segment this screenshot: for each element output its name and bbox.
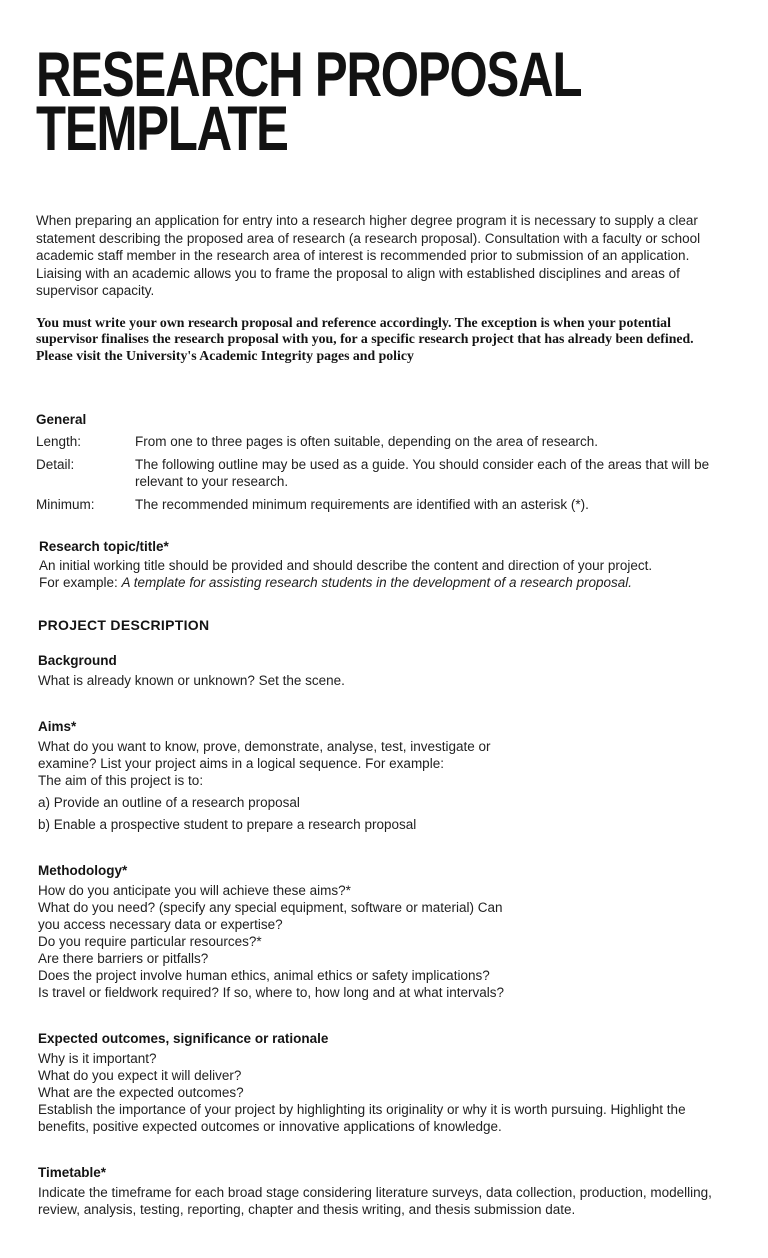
body-line: Do you require particular resources?* — [38, 934, 262, 949]
body-line: Is travel or fieldwork required? If so, where to, how long and at what intervals? — [38, 985, 504, 1000]
academic-integrity-notice: You must write your own research proposal and reference accordingly. The exception is when your potential supervisor finalises the research proposal with you, for a specific research project that has already been defined. Please visit the University's Academic Integrity pages and policy — [36, 314, 694, 363]
project-description-heading: PROJECT DESCRIPTION — [38, 617, 210, 633]
title-line-1: RESEARCH PROPOSAL — [36, 40, 582, 110]
body-line: What do you need? (specify any special equipment, software or material) Can — [38, 900, 503, 915]
section-expected-outcomes — [36, 1031, 730, 1135]
section-timetable — [36, 1165, 730, 1218]
example-italic-text: A template for assisting research students in the development of a research proposal. — [121, 575, 633, 590]
background-heading: Background — [38, 653, 117, 668]
row-text-length: From one to three pages is often suitable, depending on the area of research. — [135, 434, 599, 449]
body-line: examine? List your project aims in a logical sequence. For example: — [38, 756, 444, 771]
research-topic-example — [39, 574, 730, 591]
general-row-length — [36, 433, 730, 450]
body-line: Does the project involve human ethics, animal ethics or safety implications? — [38, 968, 490, 983]
research-topic-line: An initial working title should be provided and should describe the content and direction of your project. — [39, 558, 653, 573]
row-text-minimum: The recommended minimum requirements are identified with an asterisk (*). — [135, 497, 589, 512]
example-prefix: For example: — [39, 575, 122, 590]
body-line: Indicate the timeframe for each broad stage considering literature surveys, data collection, production, modelling, review, analysis, testing, reporting, chapter and thesis writing, and thesis submission date. — [38, 1185, 712, 1217]
section-methodology — [36, 863, 730, 1001]
section-research-topic — [36, 539, 730, 591]
body-line: Are there barriers or pitfalls? — [38, 951, 209, 966]
section-background — [36, 653, 730, 689]
body-line: What do you expect it will deliver? — [38, 1068, 242, 1083]
research-topic-heading: Research topic/title* — [39, 539, 169, 554]
aims-heading: Aims* — [38, 719, 77, 734]
general-row-detail — [36, 456, 730, 490]
body-line: What is already known or unknown? Set the scene. — [38, 673, 345, 688]
general-heading: General — [36, 412, 87, 427]
row-label-length: Length: — [36, 434, 82, 449]
title-line-2: TEMPLATE — [36, 94, 288, 164]
general-row-minimum — [36, 496, 730, 513]
body-line: Establish the importance of your project by highlighting its originality or why it is worth pursuing. Highlight the benefits, positive expected outcomes or innovative applications of knowledge. — [38, 1102, 686, 1134]
timetable-heading: Timetable* — [38, 1165, 107, 1180]
body-line: a) Provide an outline of a research proposal — [38, 795, 300, 810]
expected-outcomes-heading: Expected outcomes, significance or rationale — [38, 1031, 329, 1046]
section-aims — [36, 719, 730, 833]
body-line: What are the expected outcomes? — [38, 1085, 244, 1100]
body-line: you access necessary data or expertise? — [38, 917, 283, 932]
body-line: How do you anticipate you will achieve these aims?* — [38, 883, 351, 898]
document-title — [36, 40, 730, 164]
body-line: The aim of this project is to: — [38, 773, 204, 788]
body-line: What do you want to know, prove, demonstrate, analyse, test, investigate or — [38, 739, 491, 754]
row-text-detail: The following outline may be used as a guide. You should consider each of the areas that will be relevant to your research. — [135, 457, 710, 489]
body-line: Why is it important? — [38, 1051, 157, 1066]
intro-paragraph: When preparing an application for entry into a research higher degree program it is necessary to supply a clear statement describing the proposed area of research (a research proposal). Consultation with a faculty or school academic staff member in the research area of interest is recommended prior to submission of an application. Liaising with an academic allows you to frame the proposal to align with established disciplines and areas of supervisor capacity. — [36, 213, 701, 298]
row-label-detail: Detail: — [36, 457, 75, 472]
body-line: b) Enable a prospective student to prepare a research proposal — [38, 817, 417, 832]
methodology-heading: Methodology* — [38, 863, 128, 878]
row-label-minimum: Minimum: — [36, 497, 95, 512]
